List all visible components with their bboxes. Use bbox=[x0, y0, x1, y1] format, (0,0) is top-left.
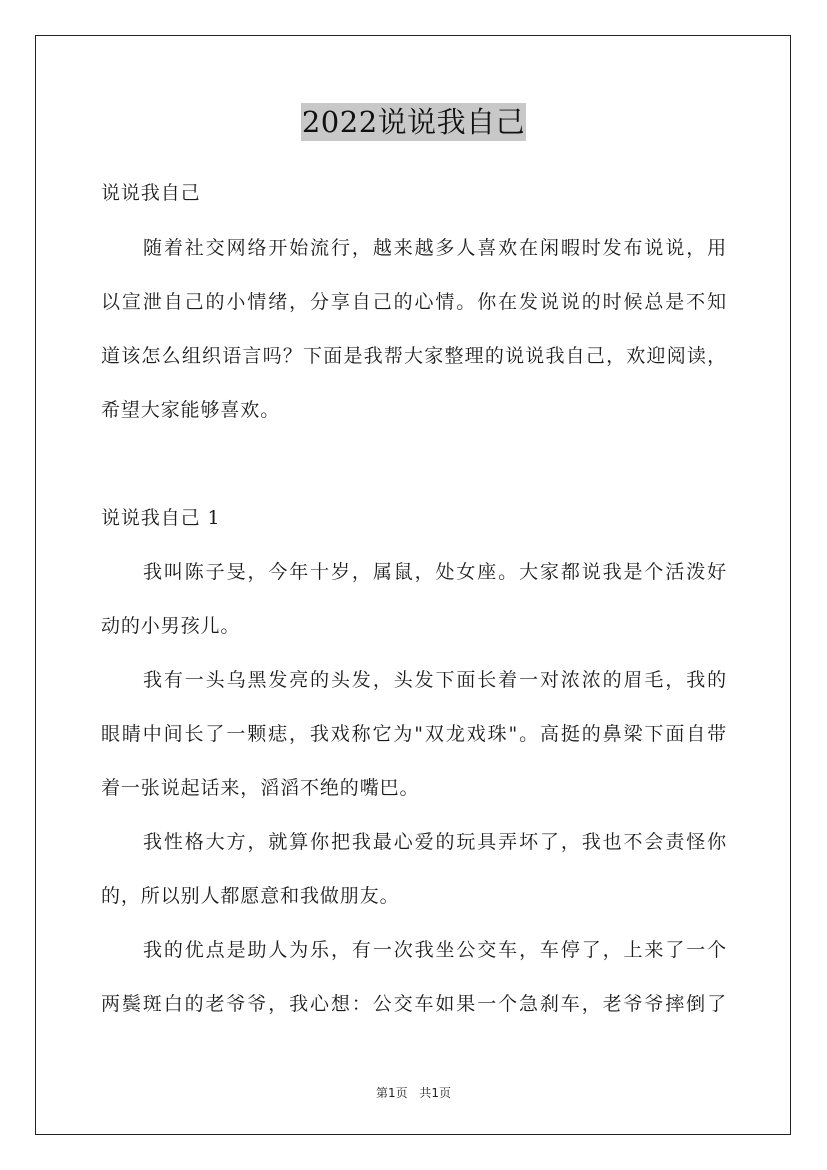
section-line-6: 我性格大方，就算你把我最心爱的玩具弄坏了，我也不会责怪你 bbox=[143, 831, 727, 853]
intro-line-4: 希望大家能够喜欢。 bbox=[101, 399, 281, 421]
page-footer bbox=[0, 1084, 827, 1101]
section-line-8: 我的优点是助人为乐，有一次我坐公交车，车停了，上来了一个 bbox=[143, 939, 727, 961]
intro-line-2: 以宣泄自己的小情绪，分享自己的心情。你在发说说的时候总是不知 bbox=[101, 291, 727, 313]
page-total: 共1页 bbox=[419, 1086, 452, 1100]
intro-line-1: 随着社交网络开始流行，越来越多人喜欢在闲暇时发布说说，用 bbox=[143, 237, 727, 259]
section-line-7: 的，所以别人都愿意和我做朋友。 bbox=[101, 885, 400, 907]
section-line-1: 我叫陈子旻，今年十岁，属鼠，处女座。大家都说我是个活泼好 bbox=[143, 561, 727, 583]
title-container bbox=[0, 103, 827, 141]
section-heading: 说说我自己 1 bbox=[101, 507, 221, 529]
section-line-5: 着一张说起话来，滔滔不绝的嘴巴。 bbox=[101, 777, 420, 799]
subtitle: 说说我自己 bbox=[101, 182, 201, 204]
section-line-4: 眼睛中间长了一颗痣，我戏称它为"双龙戏珠"。高挺的鼻梁下面自带 bbox=[101, 723, 727, 745]
section-line-9: 两鬓斑白的老爷爷，我心想：公交车如果一个急刹车，老爷爷摔倒了 bbox=[101, 993, 727, 1015]
page-number: 第1页 bbox=[375, 1086, 408, 1100]
document-title: 2022说说我自己 bbox=[301, 105, 526, 139]
section-line-2: 动的小男孩儿。 bbox=[101, 615, 241, 637]
intro-line-3: 道该怎么组织语言吗？下面是我帮大家整理的说说我自己，欢迎阅读， bbox=[101, 345, 727, 367]
section-line-3: 我有一头乌黑发亮的头发，头发下面长着一对浓浓的眉毛，我的 bbox=[143, 669, 727, 691]
